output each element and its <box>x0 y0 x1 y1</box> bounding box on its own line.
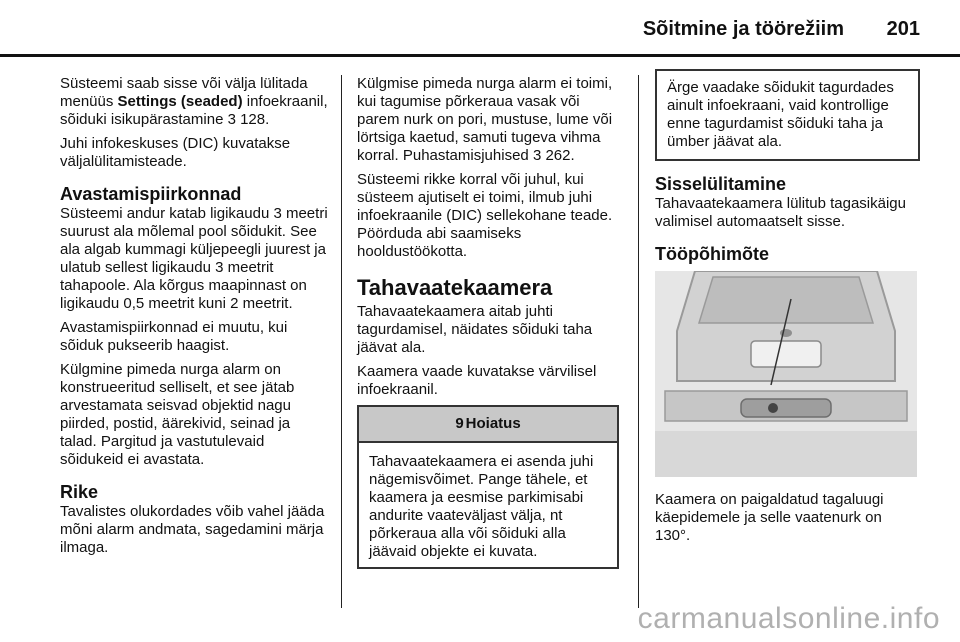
page-number: 201 <box>886 18 920 40</box>
note-box: Ärge vaadake sõidukit tagurdades ainult infoekraani, vaid kontrollige enne tagurdamist sõiduki taha ja ümber jäävat ala. <box>655 69 920 161</box>
settings-menu-name: Settings (seaded) <box>117 93 243 110</box>
warning-title: Hoiatus <box>465 415 521 432</box>
heading-rear-camera: Tahavaatekaamera <box>357 275 553 300</box>
paragraph-camera-helps: Tahavaatekaamera aitab juhti tagurdamisel, näidates sõiduki taha jäävat ala. <box>357 303 593 356</box>
warning-text: Tahavaatekaamera ei asenda juhi nägemisvõimet. Pange tähele, et kaamera ja eesmise parkimisabi andurite vaateväljast välja, nt põrkeraua alla või sõiduki alla jäävaid objekte ei kuvata. <box>369 453 594 560</box>
car-rear-image <box>655 271 917 477</box>
paragraph-objects: Külgmine pimeda nurga alarm on konstrueeritud selliselt, et see jätab arvestamata seisvad objektid nagu piirded, postid, äärekivid, seinad ja talad. Pargitud ja vastutulevaid sõidukeid ei avastata. <box>60 361 295 468</box>
paragraph-trailer: Avastamispiirkonnad ei muutu, kui sõiduk pukseerib haagist. <box>60 319 288 354</box>
paragraph-settings: Süsteemi saab sisse või välja lülitada menüüs Settings (seaded) infoekraanil, sõiduki isikupärastamine 3 128. <box>60 75 328 128</box>
warning-box <box>357 405 619 569</box>
paragraph-color-display: Kaamera vaade kuvatakse värvilisel infoekraanil. <box>357 363 597 398</box>
rear-camera-illustration <box>655 271 917 477</box>
warning-header <box>359 407 617 443</box>
page-reference[interactable]: 3 262. <box>532 147 575 164</box>
header-divider <box>0 54 960 57</box>
warning-triangle-icon: 9 <box>455 415 464 432</box>
column-2 <box>357 75 619 569</box>
column-divider-1 <box>341 75 342 608</box>
heading-activation: Sisselülitamine <box>655 174 787 194</box>
heading-detection-zones: Avastamispiirkonnad <box>60 184 242 204</box>
paragraph-sensor: Süsteemi andur katab ligikaudu 3 meetri suurust ala mõlemal pool sõidukit. See ala algab kummagi küljepeegli juurest ja ulatub sellest ligikaudu 3 meetrit tahapoole. Ala kõrgus maapinnast on ligikaudu 0,5 meetrit kuni 2 meetrit. <box>60 205 328 312</box>
heading-principle: Tööpõhimõte <box>655 244 769 264</box>
page-reference[interactable]: 3 128. <box>227 111 270 128</box>
column-3 <box>655 75 920 551</box>
section-title: Sõitmine ja töörežiim <box>642 18 844 40</box>
paragraph-bumper: Külgmise pimeda nurga alarm ei toimi, kui tagumise põrkeraua vasak või parem nurk on pori, mustuse, lume või lörtsiga kaetud, samuti tugeva vihma korral. Puhastamisjuhised 3 262. <box>357 75 613 164</box>
paragraph-system-fault: Süsteemi rikke korral või juhul, kui süsteem ajutiselt ei toimi, ilmub juhi infoekraanile (DIC) sellekohane teade. Pöörduda abi saamiseks hooldustöökotta. <box>357 171 613 260</box>
paragraph-activation: Tahavaatekaamera lülitub tagasikäigu valimisel automaatselt sisse. <box>655 195 906 230</box>
page-header <box>0 0 960 50</box>
paragraph-weather: Tavalistes olukordades võib vahel jääda mõni alarm andmata, sagedamini märja ilmaga. <box>60 503 325 556</box>
heading-fault: Rike <box>60 482 99 502</box>
watermark-text: carmanualsonline.info <box>637 602 940 635</box>
column-1 <box>60 75 330 563</box>
column-divider-2 <box>638 75 639 608</box>
paragraph-dic: Juhi infokeskuses (DIC) kuvatakse väljalülitamisteade. <box>60 135 291 170</box>
paragraph-camera-mount: Kaamera on paigaldatud tagaluugi käepidemele ja selle vaatenurk on 130°. <box>655 491 884 544</box>
